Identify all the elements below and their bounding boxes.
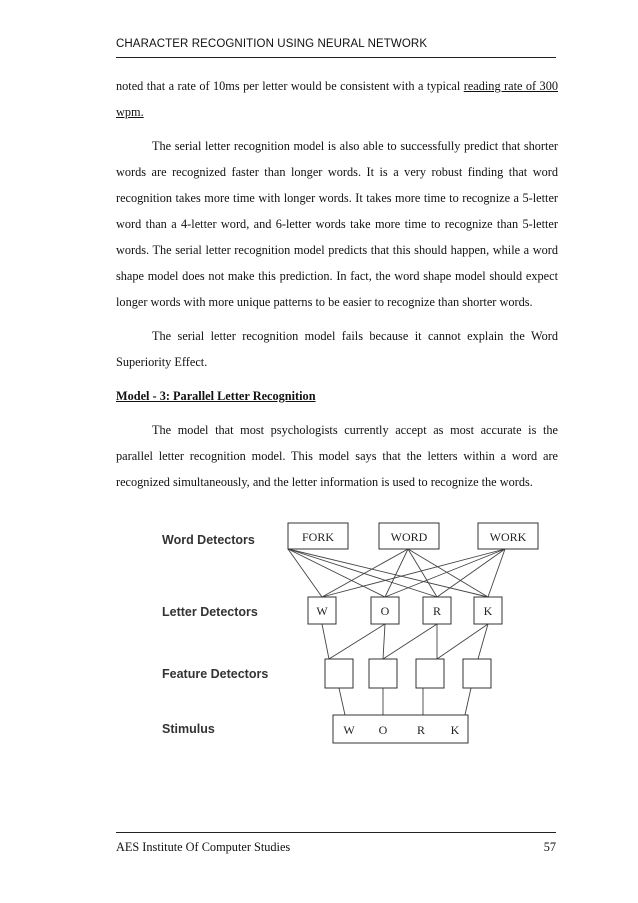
stimulus-letter-o: O bbox=[378, 723, 388, 737]
running-header: CHARACTER RECOGNITION USING NEURAL NETWORK bbox=[116, 38, 428, 50]
label-stimulus: Stimulus bbox=[162, 722, 215, 736]
letter-node-r-label: R bbox=[432, 604, 442, 618]
feature-stimulus-edges bbox=[339, 688, 471, 715]
paragraph-1 bbox=[116, 73, 558, 125]
stimulus-letter-w: W bbox=[343, 723, 355, 737]
page-number: 57 bbox=[543, 840, 556, 854]
footer-rule bbox=[116, 832, 556, 833]
feature-node-4 bbox=[463, 659, 491, 688]
word-node-fork-label: FORK bbox=[301, 530, 335, 544]
reading-rate-link[interactable]: reading rate of 300 wpm. bbox=[116, 79, 558, 119]
feature-node-1 bbox=[325, 659, 353, 688]
section-heading: Model - 3: Parallel Letter Recognition bbox=[116, 389, 316, 403]
paragraph-3: The serial letter recognition model fails because it cannot explain the Word Superiority Effect. bbox=[116, 329, 558, 369]
letter-node-w-label: W bbox=[316, 604, 328, 618]
stimulus-letter-r: R bbox=[416, 723, 426, 737]
label-feature-detectors: Feature Detectors bbox=[162, 667, 269, 681]
label-letter-detectors: Letter Detectors bbox=[162, 605, 258, 619]
feature-node-3 bbox=[416, 659, 444, 688]
letter-feature-edges bbox=[322, 624, 488, 659]
paragraph-4: The model that most psychologists currently accept as most accurate is the parallel letter recognition model. This model says that the letters within a word are recognized simultaneously, and the letter information is used to recognize the words. bbox=[116, 423, 558, 489]
feature-node-2 bbox=[369, 659, 397, 688]
parallel-recognition-diagram bbox=[150, 515, 550, 755]
label-word-detectors: Word Detectors bbox=[162, 533, 255, 547]
word-letter-edges bbox=[288, 549, 505, 597]
paragraph-1-text: noted that a rate of 10ms per letter would be consistent with a typical bbox=[116, 79, 464, 93]
body-text bbox=[116, 73, 558, 503]
stimulus-letter-k: K bbox=[450, 723, 460, 737]
paragraph-2: The serial letter recognition model is also able to successfully predict that shorter words are recognized faster than longer words. It is a very robust finding that word recognition takes more time with longer words. It takes more time to recognize a 5-letter word than a 4-letter word, and 6-letter words take more time to recognize than 5-letter words. The serial letter recognition model predicts that this should happen, while a word shape model does not make this prediction. In fact, the word shape model should expect longer words with more unique patterns to be easier to recognize than shorter words. bbox=[116, 139, 558, 309]
word-node-word-label: WORD bbox=[390, 530, 428, 544]
header-rule bbox=[116, 57, 556, 58]
letter-node-o-label: O bbox=[380, 604, 390, 618]
letter-node-k-label: K bbox=[483, 604, 493, 618]
word-node-work-label: WORK bbox=[489, 530, 527, 544]
footer-institute: AES Institute Of Computer Studies bbox=[116, 840, 291, 854]
